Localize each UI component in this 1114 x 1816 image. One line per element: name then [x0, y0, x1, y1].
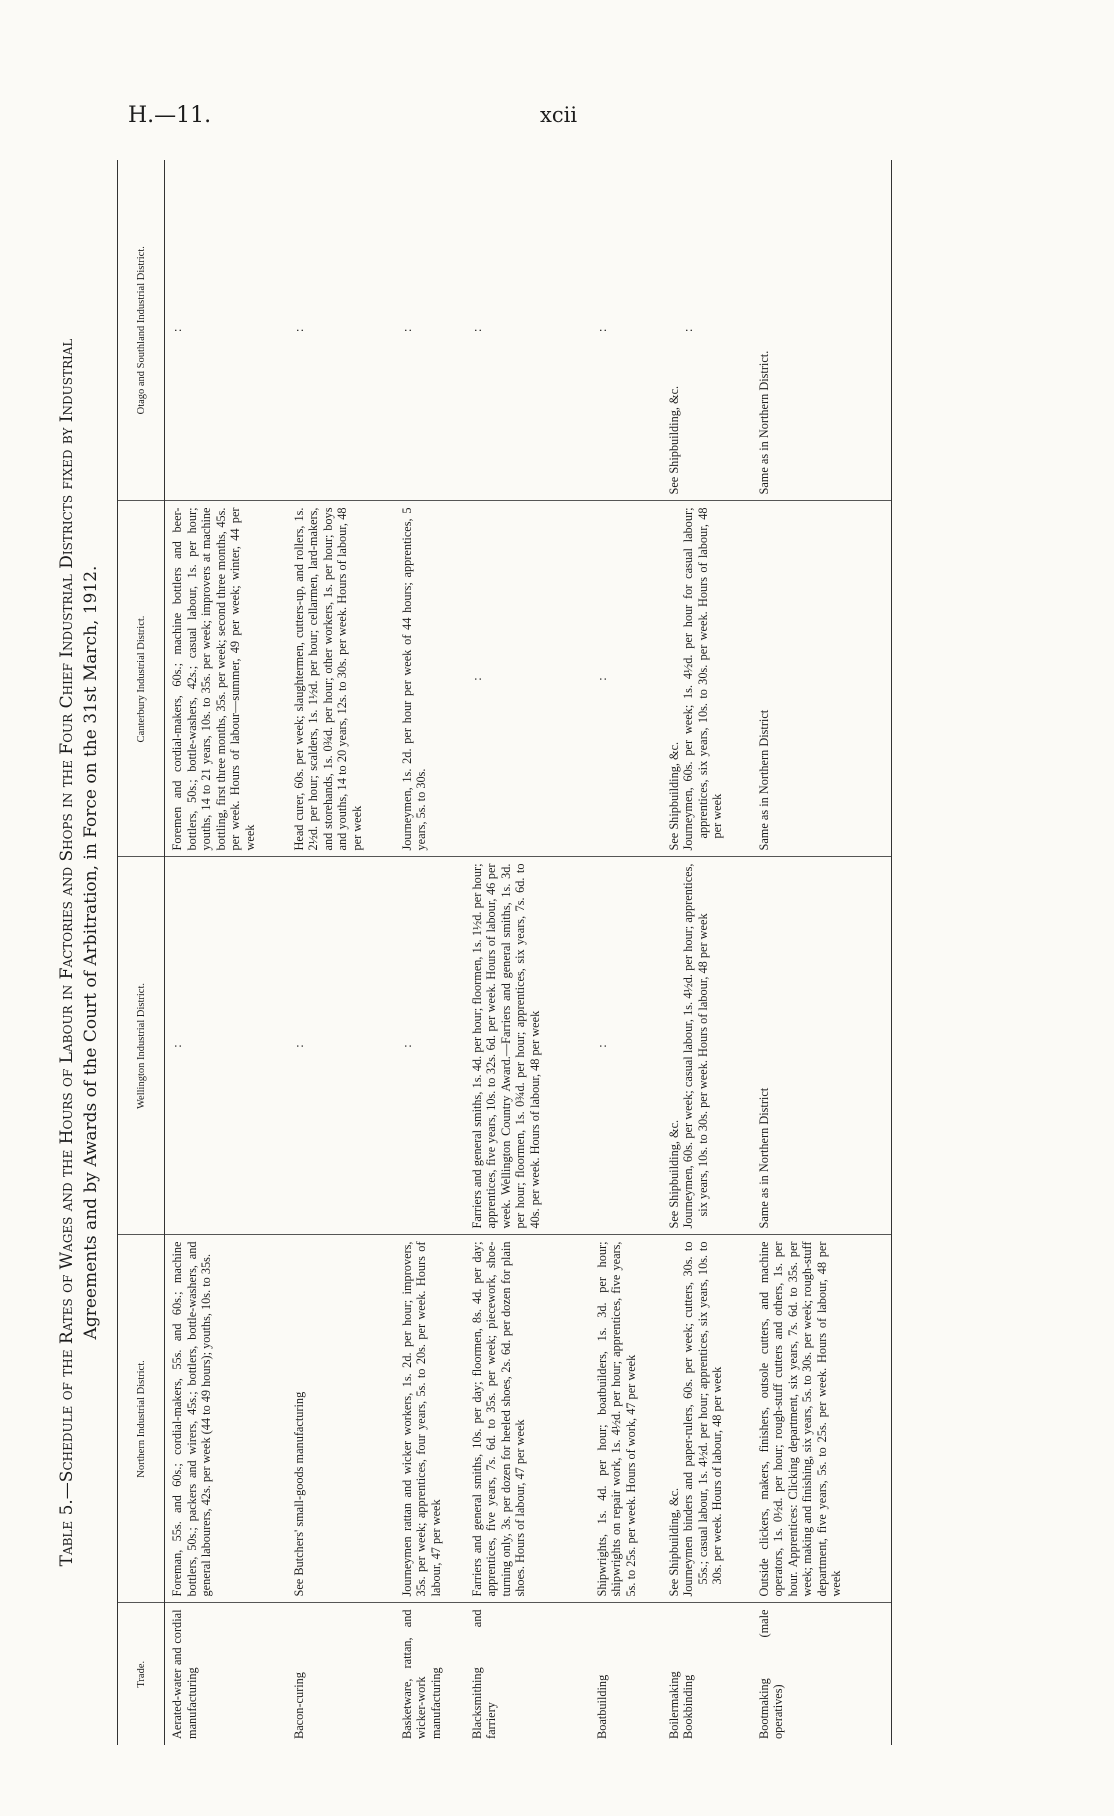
table-title-line-1: Table 5.—Schedule of the Rates of Wages and the Hours of Labour in Factories and Shops in the Four Chief Industrial Districts fixed by Industrial	[57, 338, 77, 1567]
col-header-canterbury: Canterbury Industrial District.	[118, 501, 165, 857]
northern-cell: Foreman, 55s. and 60s.; cordial-makers, 55s. and 60s.; machine bottlers, 50s.; packers and wirers, 45s.; bottlers, bottle-washers, and general labourers, 42s. per week (44 to 49 hours); youths, 10s. to 35s.	[165, 1235, 287, 1603]
table-row	[662, 160, 752, 1745]
otago-cell: :	[165, 160, 287, 501]
northern-cell: Shipwrights, 1s. 4d. per hour; boatbuilders, 1s. 3d. per hour; shipwrights on repair work, 1s. 4½d. per hour; apprentices, five years, 5s. to 25s. per week. Hours of work, 47 per week	[590, 1235, 662, 1603]
northern-cell: See Shipbuilding, &c. Journeymen binders and paper-rulers, 60s. per week; cutters, 30s. to 55s.; casual labour, 1s. 4½d. per hour; apprentices, six years, 10s. to 30s. per week. Hours of labour, 48 per week	[662, 1235, 752, 1603]
col-header-trade: Trade.	[118, 1603, 165, 1745]
northern-cell: Farriers and general smiths, 10s. per day; floormen, 8s. 4d. per day; apprentices, five years, 7s. 6d. to 35s. per week; piecework, shoe-turning only, 3s. per dozen for heeled shoes, 2s. 6d. per dozen for plain shoes. Hours of labour, 47 per week	[465, 1235, 590, 1603]
canterbury-cell: Journeymen, 1s. 2d. per hour per week of 44 hours; apprentices, 5 years, 5s. to 30s.	[395, 501, 465, 857]
table-row	[752, 160, 892, 1745]
wellington-cell: See Shipbuilding, &c. Journeymen, 60s. per week; casual labour, 1s. 4½d. per hour; apprentices, six years, 10s. to 30s. per week. Hours of labour, 48 per week	[662, 857, 752, 1235]
table-row	[465, 160, 590, 1745]
otago-cell: :	[395, 160, 465, 501]
canterbury-cell: Foremen and cordial-makers, 60s.; machine bottlers and beer-bottlers, 50s.; bottle-washers, 42s.; casual labour, 1s. per hour; youths, 14 to 21 years, 10s. to 35s. per week; improvers at machine bottling, first three months, 35s. per week; second three months, 45s. per week. Hours of labour—summer, 49 per week; winter, 44 per week	[165, 501, 287, 857]
col-header-otago: Otago and Southland Industrial District.	[118, 160, 165, 501]
table-title	[55, 160, 103, 1745]
otago-cell: :	[287, 160, 395, 501]
table-header-row	[118, 160, 165, 1745]
col-header-northern: Northern Industrial District.	[118, 1235, 165, 1603]
trade-cell: Boatbuilding	[594, 1674, 609, 1739]
northern-cell: Outside clickers, makers, finishers, outsole cutters, and machine operators, 1s. 0½d. per hour; rough-stuff cutters and others, 1s. per hour. Apprentices: Clicking department, six years, 7s. 6d. to 35s. per week; making and finishing, six years, 5s. to 30s. per week; rough-stuff department, five years, 5s. to 25s. per week. Hours of labour, 48 per week	[752, 1235, 892, 1603]
northern-cell: Journeymen rattan and wicker workers, 1s. 2d. per hour; improvers, 35s. per week; apprentices, four years, 5s. to 20s. per week. Hours of labour, 47 per week	[395, 1235, 465, 1603]
trade-cell: Blacksmithing and farriery	[469, 1609, 498, 1739]
trade-cell: Aerated-water and cordial manufacturing	[170, 1609, 199, 1739]
canterbury-cell: :	[465, 501, 590, 857]
wellington-cell: :	[395, 857, 465, 1235]
trade-cell: Basketware, rattan, and wicker-work manufacturing	[399, 1609, 443, 1739]
trade-cell: Bootmaking (male operatives)	[752, 1603, 892, 1745]
wellington-cell: :	[287, 857, 395, 1235]
col-header-wellington: Wellington Industrial District.	[118, 857, 165, 1235]
wellington-cell: Same as in Northern District	[752, 857, 892, 1235]
canterbury-cell: See Shipbuilding, &c. Journeymen, 60s. per week; 1s. 4½d. per hour for casual labour; apprentices, six years, 10s. to 30s. per week. Hours of labour, 48 per week	[662, 501, 752, 857]
table-row	[590, 160, 662, 1745]
canterbury-cell: Same as in Northern District	[752, 501, 892, 857]
table-row	[395, 160, 465, 1745]
canterbury-cell: Head curer, 60s. per week; slaughtermen, cutters-up, and rollers, 1s. 2½d. per hour; scalders, 1s. 1½d. per hour; cellarmen, lard-makers, and storehands, 1s. 0¾d. per hour; other workers, 1s. per hour; boys and youths, 14 to 20 years, 12s. to 30s. per week. Hours of labour, 48 per week	[287, 501, 395, 857]
wellington-cell: :	[165, 857, 287, 1235]
trade-cell: Bacon-curing	[291, 1672, 306, 1739]
trade-bookbinding: Bookbinding	[681, 1674, 695, 1739]
otago-cell: :	[590, 160, 662, 501]
rotated-table-page	[55, 160, 1055, 1745]
wellington-cell: Farriers and general smiths, 1s. 4d. per hour; floormen, 1s. 1½d. per hour; apprentices, five years, 10s. to 32s. 6d. per week. Hours of labour, 46 per week. Wellington Country Award.—Farriers and general smiths, 1s. 3d. per hour; floormen, 1s. 0¾d. per hour; apprentices, six years, 7s. 6d. to 40s. per week. Hours of labour, 48 per week	[465, 857, 590, 1235]
table-row	[287, 160, 395, 1745]
wages-schedule-table	[117, 160, 892, 1745]
trade-cell	[662, 1603, 752, 1745]
canterbury-cell: :	[590, 501, 662, 857]
table-row	[165, 160, 287, 1745]
wellington-cell: :	[590, 857, 662, 1235]
page-number: xcii	[540, 103, 578, 127]
otago-cell: Same as in Northern District.	[752, 160, 892, 501]
trade-boilermaking: Boilermaking	[666, 1671, 681, 1739]
page-reference: H.—11.	[128, 103, 212, 128]
otago-cell: See Shipbuilding, &c. :	[662, 160, 752, 501]
northern-cell: See Butchers' small-goods manufacturing	[287, 1235, 395, 1603]
otago-cell: :	[465, 160, 590, 501]
table-title-line-2: Agreements and by Awards of the Court of Arbitration, in Force on the 31st March, 1912.	[81, 565, 101, 1340]
